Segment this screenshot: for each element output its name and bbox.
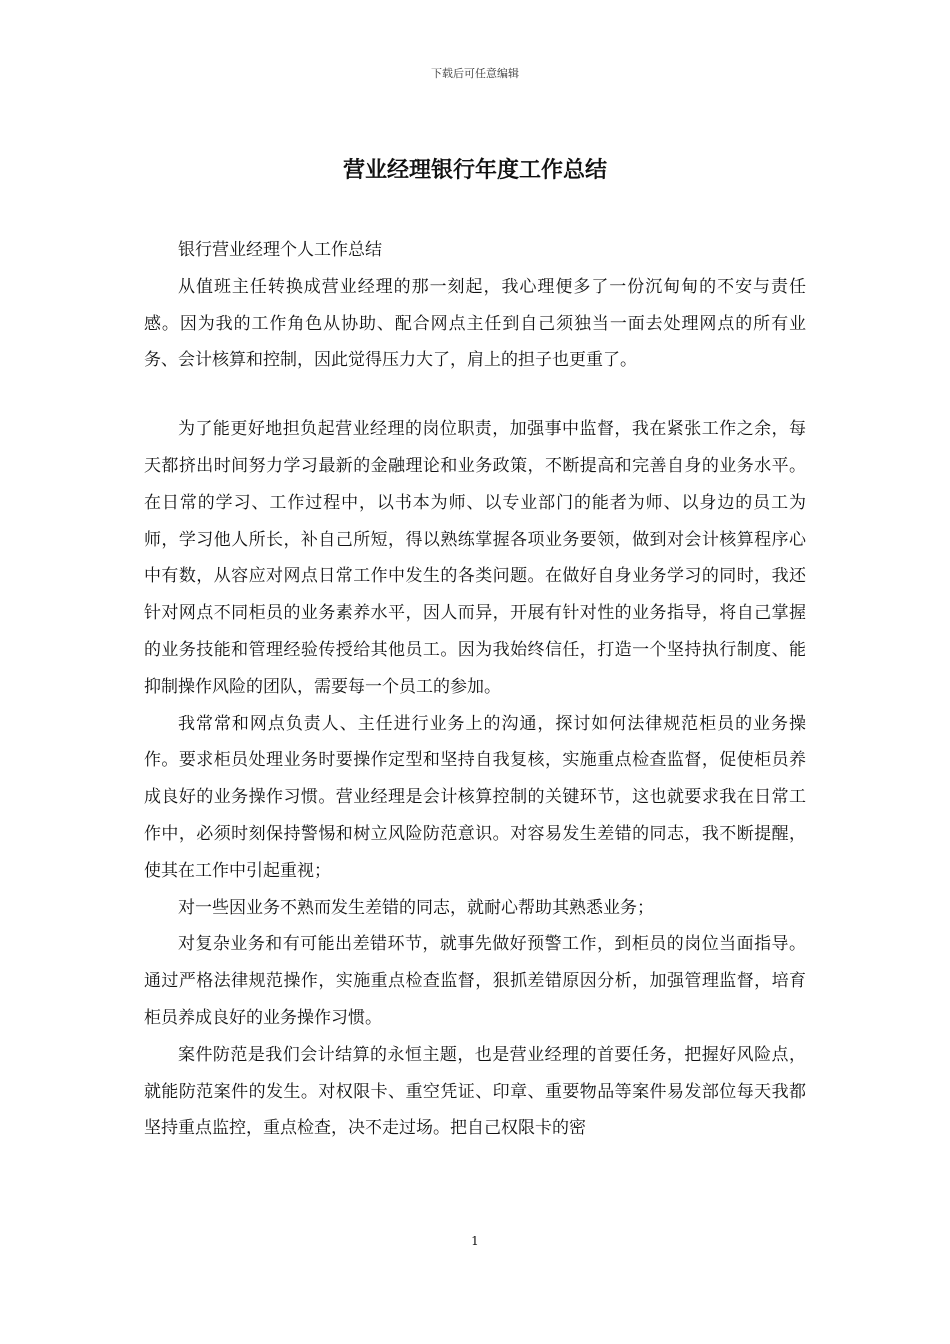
header-note: 下载后可任意编辑 xyxy=(431,67,519,80)
paragraph-subtitle: 银行营业经理个人工作总结 xyxy=(178,240,382,260)
page-number: 1 xyxy=(471,1234,479,1248)
document-body xyxy=(144,232,806,1147)
paragraph-warning: 对复杂业务和有可能出差错环节，就事先做好预警工作，到柜员的岗位当面指导。通过严格法律规范操作，实施重点检查监督，狠抓差错原因分析，加强管理监督，培育柜员养成良好的业务操作习惯。 xyxy=(144,934,806,1028)
paragraph-communication: 我常常和网点负责人、主任进行业务上的沟通，探讨如何法律规范柜员的业务操作。要求柜员处理业务时要操作定型和坚持自我复核，实施重点检查监督，促使柜员养成良好的业务操作习惯。营业经理是会计核算控制的关键环节，这也就要求我在日常工作中，必须时刻保持警惕和树立风险防范意识。对容易发生差错的同志，我不断提醒，使其在工作中引起重视； xyxy=(144,713,806,881)
document-title: 营业经理银行年度工作总结 xyxy=(342,157,607,183)
paragraph-help: 对一些因业务不熟而发生差错的同志，就耐心帮助其熟悉业务； xyxy=(178,897,654,918)
paragraph-intro: 从值班主任转换成营业经理的那一刻起，我心理便多了一份沉甸甸的不安与责任感。因为我的工作角色从协助、配合网点主任到自己须独当一面去处理网点的所有业务、会计核算和控制，因此觉得压力大了，肩上的担子也更重了。 xyxy=(144,276,806,371)
paragraph-case-prevention: 案件防范是我们会计结算的永恒主题，也是营业经理的首要任务，把握好风险点，就能防范案件的发生。对权限卡、重空凭证、印章、重要物品等案件易发部位每天我都坚持重点监控，重点检查，决不走过场。把自己权限卡的密 xyxy=(144,1044,806,1139)
paragraph-study: 为了能更好地担负起营业经理的岗位职责，加强事中监督，我在紧张工作之余，每天都挤出时间努力学习最新的金融理论和业务政策，不断提高和完善自身的业务水平。在日常的学习、工作过程中，以书本为师、以专业部门的能者为师、以身边的员工为师，学习他人所长，补自己所短，得以熟练掌握各项业务要领，做到对会计核算程序心中有数，从容应对网点日常工作中发生的各类问题。在做好自身业务学习的同时，我还针对网点不同柜员的业务素养水平，因人而异，开展有针对性的业务指导，将自己掌握的业务技能和管理经验传授给其他员工。因为我始终信任，打造一个坚持执行制度、能抑制操作风险的团队，需要每一个员工的参加。 xyxy=(144,419,806,697)
